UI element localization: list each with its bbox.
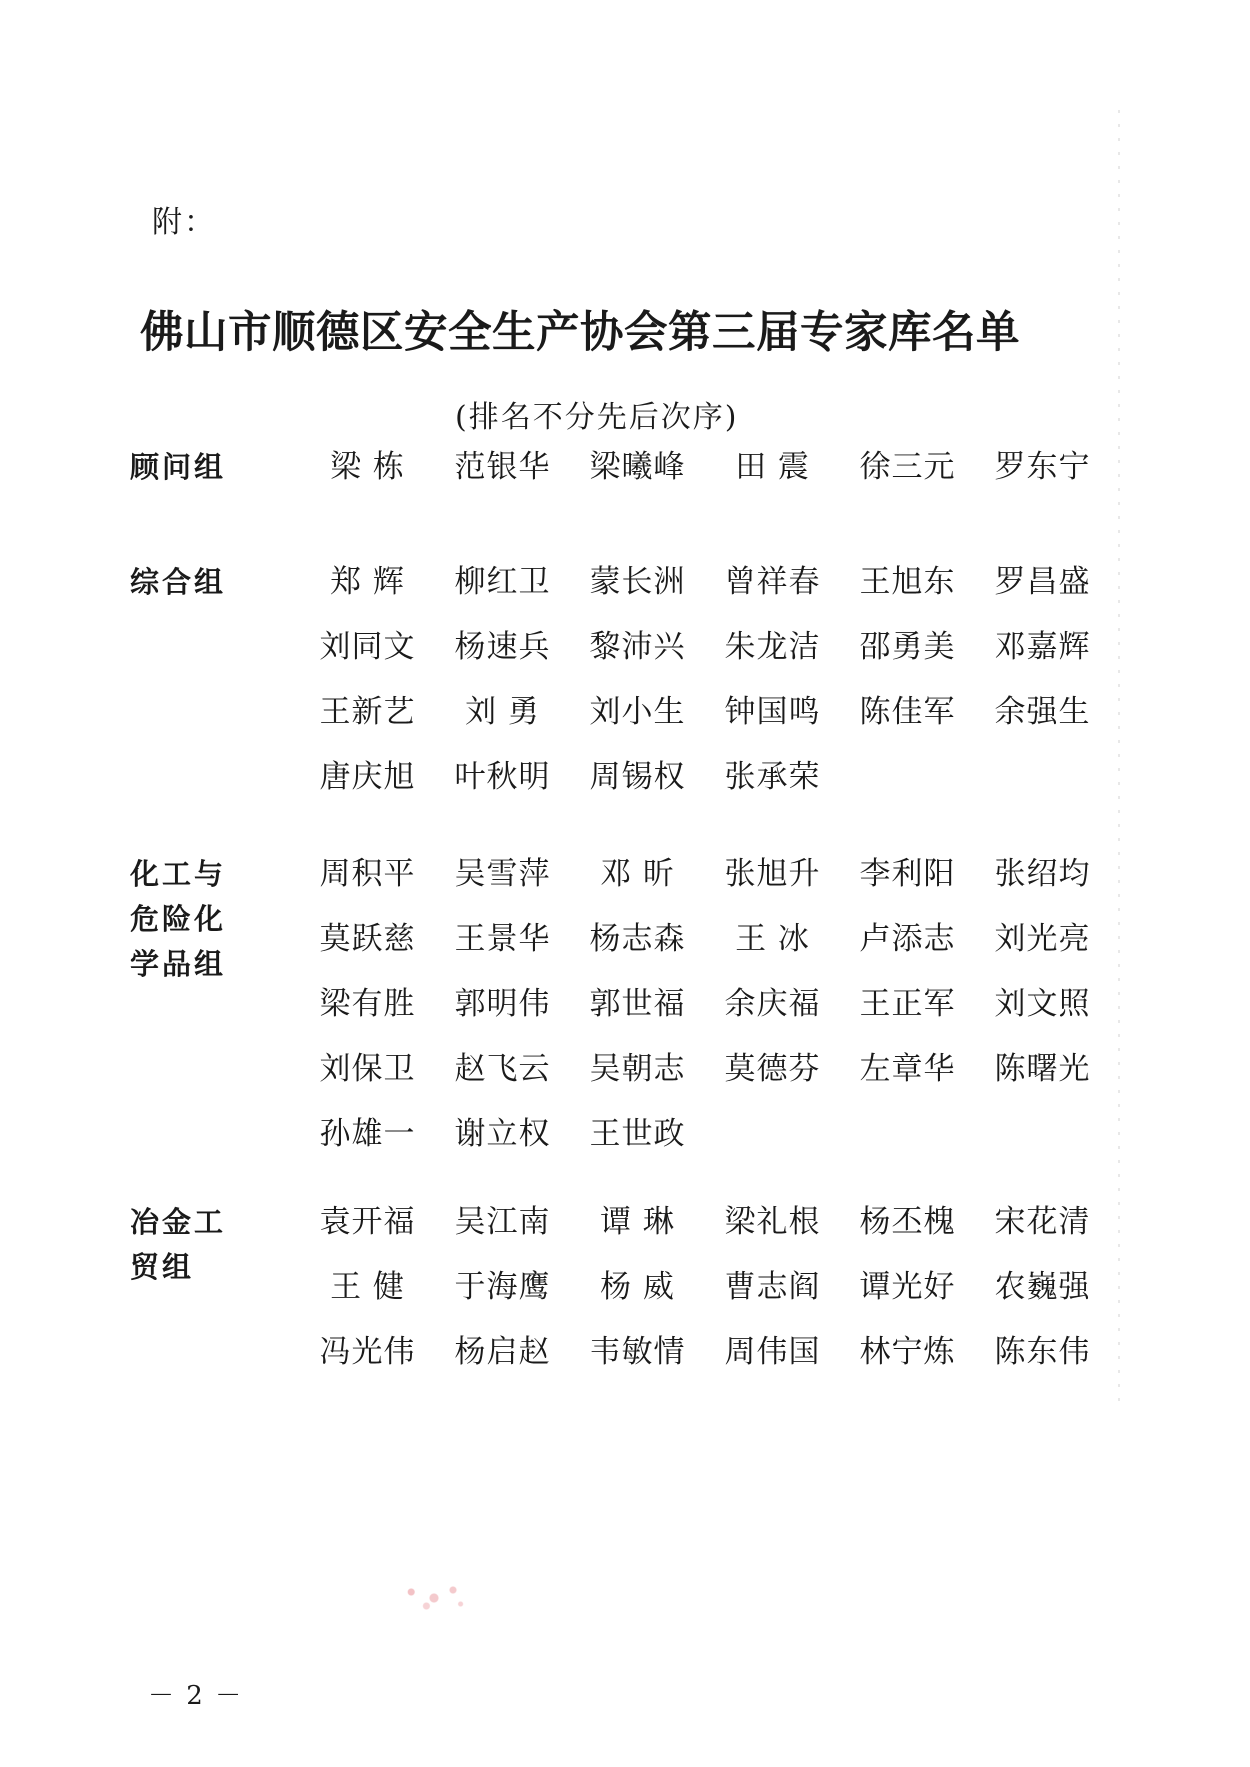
member-name: 莫德芬 — [724, 1051, 821, 1087]
member-name: 陈佳军 — [859, 694, 956, 730]
group-label: 综合组 — [130, 565, 227, 599]
member-name: 罗昌盛 — [994, 564, 1091, 600]
member-name: 孙雄一 — [319, 1116, 416, 1152]
member-name: 周伟国 — [724, 1334, 821, 1370]
member-name: 曾祥春 — [724, 564, 821, 600]
member-name: 梁有胜 — [319, 986, 416, 1022]
member-list — [300, 1200, 1110, 1395]
member-name: 柳红卫 — [454, 564, 551, 600]
group-label: 化工与危险化学品组 — [130, 857, 227, 981]
member-name: 林宁炼 — [859, 1334, 956, 1370]
member-name: 陈东伟 — [994, 1334, 1091, 1370]
member-name: 郑 辉 — [330, 564, 405, 600]
member-name: 杨丕槐 — [859, 1204, 956, 1240]
member-name: 叶秋明 — [454, 759, 551, 795]
member-name: 梁礼根 — [724, 1204, 821, 1240]
member-name: 王正军 — [859, 986, 956, 1022]
member-name: 赵飞云 — [454, 1051, 551, 1087]
member-name: 冯光伟 — [319, 1334, 416, 1370]
member-name: 余强生 — [994, 694, 1091, 730]
member-name: 卢添志 — [859, 921, 956, 957]
member-name: 王 健 — [330, 1269, 405, 1305]
member-name: 余庆福 — [724, 986, 821, 1022]
member-name: 李利阳 — [859, 856, 956, 892]
member-name: 杨志森 — [589, 921, 686, 957]
member-name: 邓嘉辉 — [994, 629, 1091, 665]
member-name: 朱龙洁 — [724, 629, 821, 665]
member-name: 钟国鸣 — [724, 694, 821, 730]
group-label: 冶金工贸组 — [130, 1205, 227, 1284]
document-title: 佛山市顺德区安全生产协会第三届专家库名单 — [140, 308, 1020, 358]
member-name: 杨 威 — [600, 1269, 675, 1305]
member-list — [300, 852, 1110, 1177]
document-subtitle: (排名不分先后次序) — [455, 400, 739, 435]
member-name: 郭明伟 — [454, 986, 551, 1022]
member-name: 吴雪萍 — [454, 856, 551, 892]
member-name: 刘光亮 — [994, 921, 1091, 957]
member-name: 刘 勇 — [465, 694, 540, 730]
member-name: 宋花清 — [994, 1204, 1091, 1240]
member-name: 左章华 — [859, 1051, 956, 1087]
member-name: 邓 昕 — [600, 856, 675, 892]
scan-edge-artifact — [1118, 110, 1120, 1410]
member-name: 田 震 — [735, 449, 810, 485]
page-number: － 2 － — [148, 1681, 244, 1711]
group-label: 顾问组 — [130, 450, 227, 484]
member-name: 黎沛兴 — [589, 629, 686, 665]
member-name: 曹志阎 — [724, 1269, 821, 1305]
member-name: 周积平 — [319, 856, 416, 892]
member-name: 王新艺 — [319, 694, 416, 730]
member-name: 徐三元 — [859, 449, 956, 485]
member-name: 谭 琳 — [600, 1204, 675, 1240]
member-name: 于海鹰 — [454, 1269, 551, 1305]
member-name: 梁 栋 — [330, 449, 405, 485]
member-list — [300, 445, 1110, 510]
member-name: 王景华 — [454, 921, 551, 957]
member-name: 谢立权 — [454, 1116, 551, 1152]
member-name: 周锡权 — [589, 759, 686, 795]
member-name: 刘保卫 — [319, 1051, 416, 1087]
member-name: 吴江南 — [454, 1204, 551, 1240]
member-name: 杨速兵 — [454, 629, 551, 665]
member-name: 吴朝志 — [589, 1051, 686, 1087]
member-name: 梁曦峰 — [589, 449, 686, 485]
member-name: 王世政 — [589, 1116, 686, 1152]
attachment-label: 附： — [152, 205, 216, 240]
member-name: 王 冰 — [735, 921, 810, 957]
member-name: 张绍均 — [994, 856, 1091, 892]
member-name: 刘同文 — [319, 629, 416, 665]
member-name: 王旭东 — [859, 564, 956, 600]
member-name: 陈曙光 — [994, 1051, 1091, 1087]
member-name: 张旭升 — [724, 856, 821, 892]
member-name: 韦敏情 — [589, 1334, 686, 1370]
member-name: 刘小生 — [589, 694, 686, 730]
member-name: 莫跃慈 — [319, 921, 416, 957]
member-list — [300, 560, 1110, 820]
member-name: 郭世福 — [589, 986, 686, 1022]
member-name: 袁开福 — [319, 1204, 416, 1240]
member-name: 张承荣 — [724, 759, 821, 795]
member-name: 邵勇美 — [859, 629, 956, 665]
member-name: 蒙长洲 — [589, 564, 686, 600]
member-name: 杨启赵 — [454, 1334, 551, 1370]
member-name: 谭光好 — [859, 1269, 956, 1305]
stamp-mark — [396, 1576, 472, 1616]
member-name: 范银华 — [454, 449, 551, 485]
member-name: 刘文照 — [994, 986, 1091, 1022]
member-name: 罗东宁 — [994, 449, 1091, 485]
member-name: 唐庆旭 — [319, 759, 416, 795]
member-name: 农巍强 — [994, 1269, 1091, 1305]
